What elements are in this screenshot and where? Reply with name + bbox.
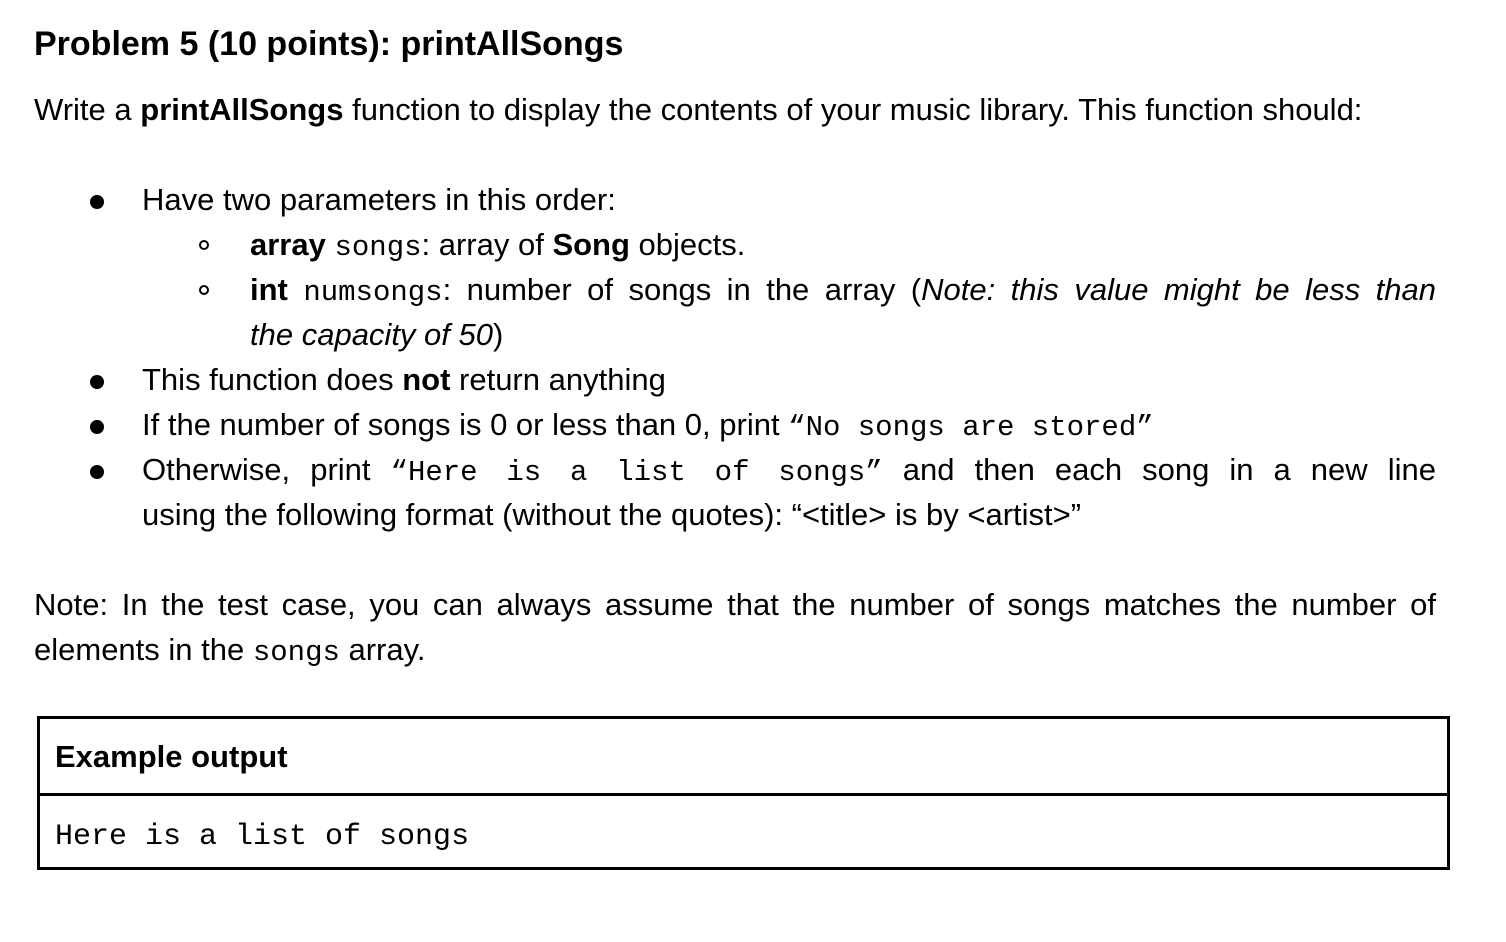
param-songs-name: songs: [334, 231, 422, 264]
intro-function-name: printAllSongs: [140, 92, 344, 127]
bullet-dot-icon: [90, 465, 104, 479]
bullet-no-return: This function does not return anything: [142, 362, 666, 397]
param-numsongs-cont: the capacity of 50): [250, 317, 504, 352]
bullet-otherwise: Otherwise, print “Here is a list of songs” and then each song in a new line: [142, 452, 1436, 489]
bullet-format: using the following format (without the quotes): “<title> is by <artist>”: [142, 497, 1082, 532]
param-numsongs: int numsongs: number of songs in the array (Note: this value might be less than: [250, 272, 1436, 309]
song-type: Song: [552, 227, 630, 262]
capacity-note: Note: this value might be less than: [921, 272, 1436, 307]
bullet-empty-case: If the number of songs is 0 or less than 0, print “No songs are stored”: [142, 407, 1154, 444]
problem-title: Problem 5 (10 points): printAllSongs: [34, 25, 624, 63]
songs-code: songs: [252, 636, 340, 669]
param-songs: array songs: array of Song objects.: [250, 227, 746, 264]
sub-bullet-circle-icon: [199, 285, 209, 295]
empty-message-code: “No songs are stored”: [788, 411, 1154, 444]
bullet-dot-icon: [90, 375, 104, 389]
intro-paragraph: Write a printAllSongs function to display the contents of your music library. This function should:: [34, 92, 1363, 127]
param-numsongs-name: numsongs: [303, 276, 443, 309]
example-output-table: [37, 716, 1450, 870]
list-header-code: “Here is a list of songs”: [390, 456, 883, 489]
example-output-header: Example output: [55, 739, 288, 774]
bullet-dot-icon: [90, 195, 104, 209]
sub-bullet-circle-icon: [199, 240, 209, 250]
param-numsongs-type: int: [250, 272, 288, 307]
table-divider: [40, 793, 1447, 796]
bullet-dot-icon: [90, 420, 104, 434]
param-songs-type: array: [250, 227, 326, 262]
example-output-text: Here is a list of songs: [55, 820, 470, 854]
bullet-parameters: Have two parameters in this order:: [142, 182, 616, 217]
note-paragraph: Note: In the test case, you can always assume that the number of songs matches the number of elements in the songs array.: [34, 587, 1436, 669]
